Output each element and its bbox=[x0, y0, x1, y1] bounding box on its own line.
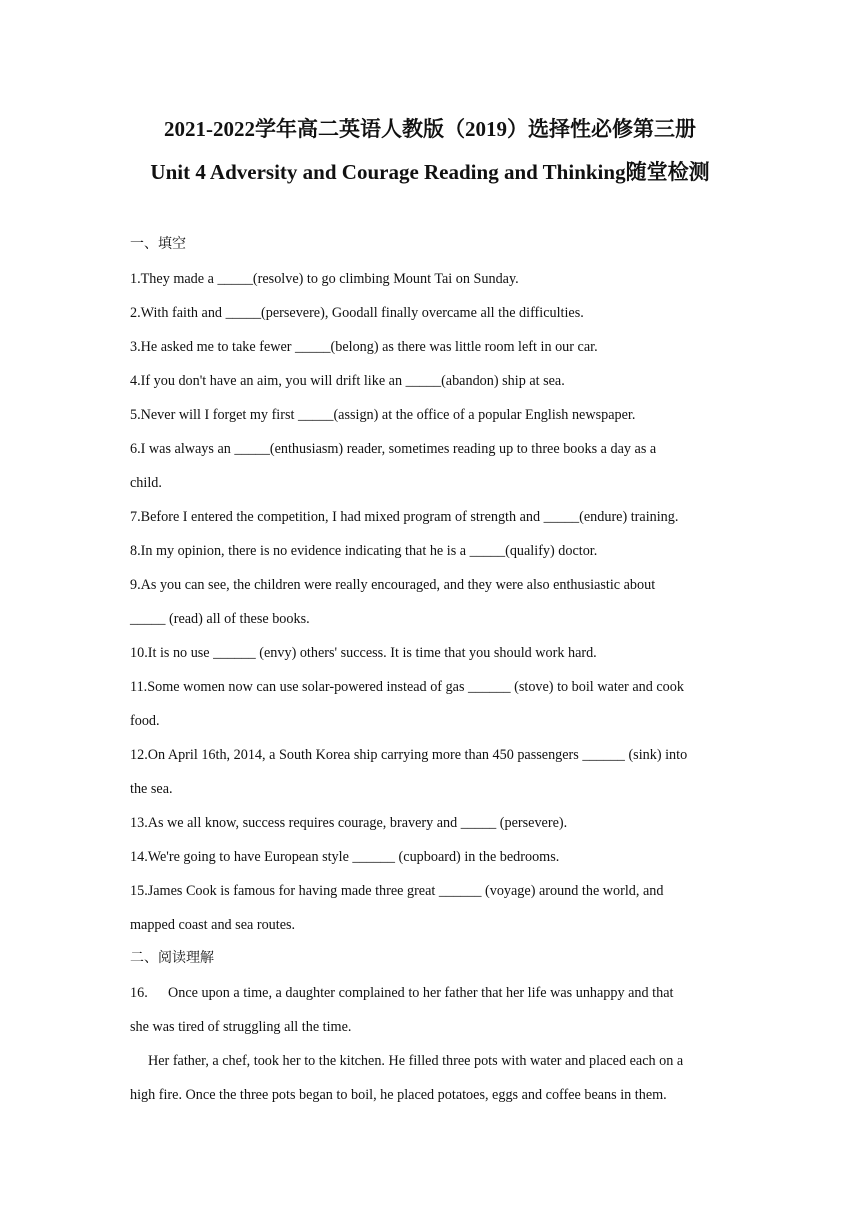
question-line: the sea. bbox=[130, 781, 173, 797]
question-line: 15.James Cook is famous for having made three great ______ (voyage) around the world, and bbox=[130, 883, 664, 899]
question-line: 3.He asked me to take fewer _____(belong) as there was little room left in our car. bbox=[130, 339, 598, 355]
document-title: 2021-2022学年高二英语人教版（2019）选择性必修第三册 bbox=[164, 117, 696, 141]
question-line: 7.Before I entered the competition, I had mixed program of strength and _____(endure) training. bbox=[130, 509, 679, 525]
question-line: 12.On April 16th, 2014, a South Korea ship carrying more than 450 passengers ______ (sink) into bbox=[130, 747, 688, 763]
passage-line: she was tired of struggling all the time. bbox=[130, 1019, 352, 1035]
document-subtitle: Unit 4 Adversity and Courage Reading and Thinking随堂检测 bbox=[150, 160, 710, 184]
question-line: food. bbox=[130, 713, 160, 729]
passage-line bbox=[130, 976, 730, 1010]
question-line: 4.If you don't have an aim, you will drift like an _____(abandon) ship at sea. bbox=[130, 373, 565, 389]
question-line: 6.I was always an _____(enthusiasm) reader, sometimes reading up to three books a day as a bbox=[130, 441, 657, 457]
question-line: mapped coast and sea routes. bbox=[130, 917, 296, 933]
question-line: 1.They made a _____(resolve) to go climbing Mount Tai on Sunday. bbox=[130, 271, 519, 287]
document-body bbox=[130, 228, 730, 1112]
section-heading-reading: 二、阅读理解 bbox=[130, 951, 214, 966]
passage-number: 16. bbox=[130, 985, 148, 1001]
question-line: 8.In my opinion, there is no evidence indicating that he is a _____(qualify) doctor. bbox=[130, 543, 598, 559]
question-line: child. bbox=[130, 475, 162, 491]
question-line: _____ (read) all of these books. bbox=[130, 611, 310, 627]
question-line: 13.As we all know, success requires courage, bravery and _____ (persevere). bbox=[130, 815, 568, 831]
passage-text: Once upon a time, a daughter complained to her father that her life was unhappy and that bbox=[168, 985, 674, 1001]
question-line: 14.We're going to have European style ______ (cupboard) in the bedrooms. bbox=[130, 849, 560, 865]
section-heading-fill: 一、填空 bbox=[130, 237, 186, 252]
question-line: 2.With faith and _____(persevere), Goodall finally overcame all the difficulties. bbox=[130, 305, 584, 321]
question-line: 10.It is no use ______ (envy) others' success. It is time that you should work hard. bbox=[130, 645, 597, 661]
question-line: 5.Never will I forget my first _____(assign) at the office of a popular English newspaper. bbox=[130, 407, 636, 423]
question-line: 11.Some women now can use solar-powered instead of gas ______ (stove) to boil water and cook bbox=[130, 679, 684, 695]
question-line: 9.As you can see, the children were really encouraged, and they were also enthusiastic about bbox=[130, 577, 656, 593]
passage-line: high fire. Once the three pots began to boil, he placed potatoes, eggs and coffee beans in them. bbox=[130, 1087, 667, 1103]
passage-line: Her father, a chef, took her to the kitchen. He filled three pots with water and placed each on a bbox=[148, 1053, 684, 1069]
